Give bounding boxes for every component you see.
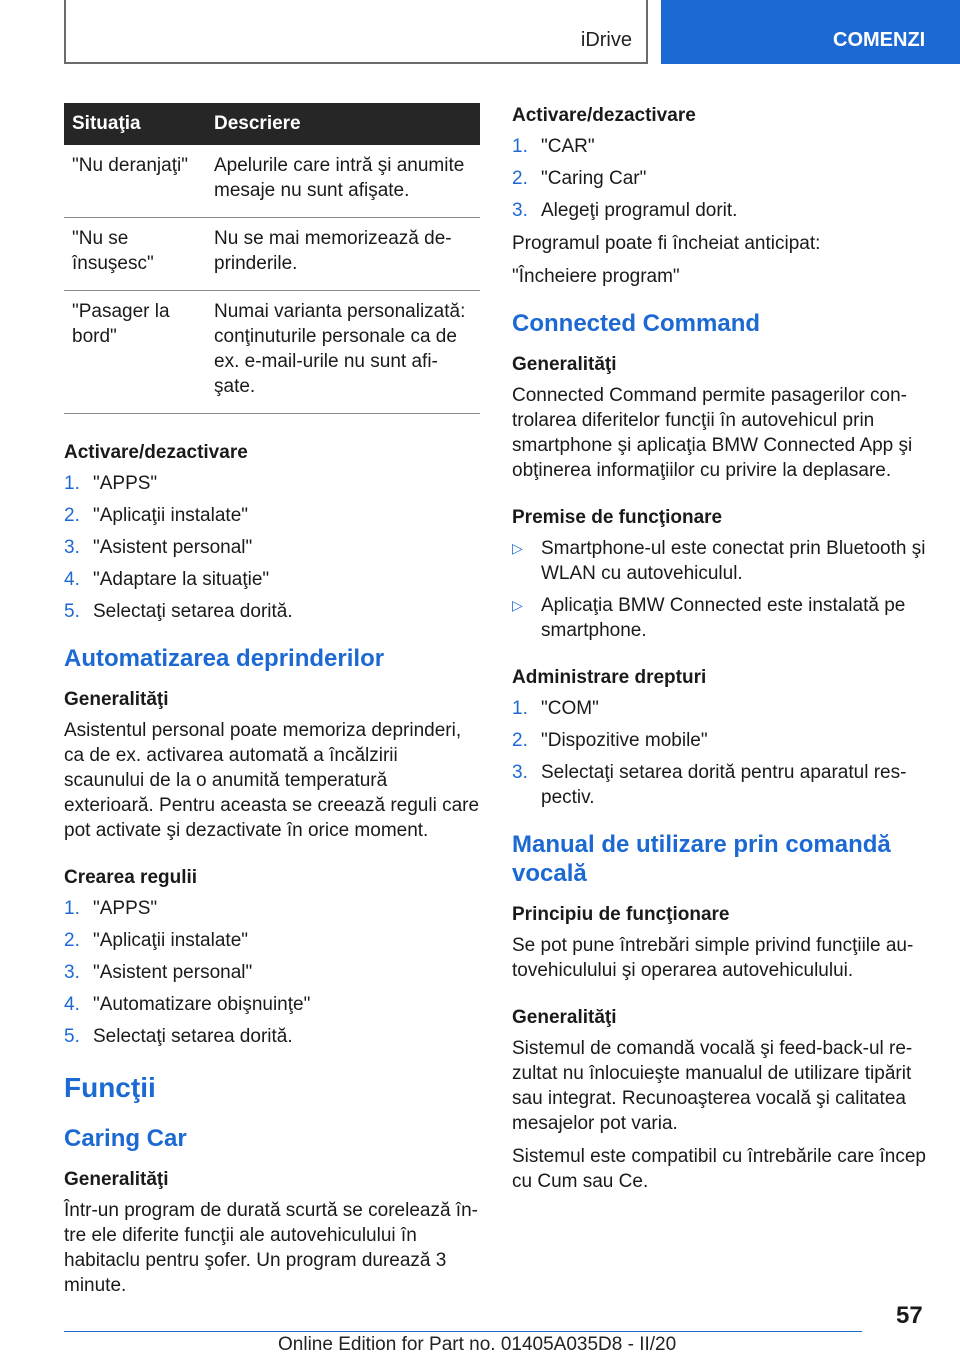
rights-heading: Administrare drepturi (512, 667, 707, 688)
habits-heading: Automatizarea deprinderilor (64, 645, 385, 672)
section-title: iDrive (580, 29, 632, 51)
footer-divider (64, 1331, 862, 1332)
voice-general-text-1: Sistemul de comandă vocală şi feed-back-ul rezultat nu înlocuieşte manualul de utilizare tipărit sau integrat. Recunoaşterea vocală şi calitatea mesajelor pot varia. (512, 1038, 913, 1134)
situation-table (64, 103, 480, 414)
caring-general-heading: Generalităţi (64, 1169, 169, 1190)
list-item: 5. Selectaţi setarea dorită. (64, 601, 293, 622)
voice-general-heading: Generalităţi (512, 1007, 617, 1028)
triangle-bullet-icon: ▷ (512, 597, 523, 613)
page-number: 57 (896, 1302, 923, 1329)
list-item: 2. "Aplicaţii instalate" (64, 930, 249, 951)
right-column (512, 103, 928, 1202)
list-item: 5. Selectaţi setarea dorită. (64, 1026, 293, 1047)
list-item: ▷ Aplicaţia BMW Connected este instalată pe smartphone. (512, 595, 906, 641)
rule-steps (64, 896, 480, 1049)
list-item: 1. "APPS" (64, 898, 158, 919)
principle-heading: Principiu de funcţionare (512, 904, 730, 925)
table-cell-situation: "Pasager la bord" (64, 291, 206, 414)
voice-manual-heading: Manual de utilizare prin comandă vocală (512, 831, 891, 887)
list-item: 1. "APPS" (64, 473, 158, 494)
table-cell-description: Apelurile care intră şi anumite mesaje nu sunt afişate. (206, 145, 480, 218)
list-item: 4. "Adaptare la situaţie" (64, 569, 270, 590)
list-item: 2. "Aplicaţii instalate" (64, 505, 249, 526)
connected-general-heading: Generalităţi (512, 354, 617, 375)
list-item: 2. "Dispozitive mobile" (512, 730, 708, 751)
footer-edition: Online Edition for Part no. 01405A035D8 - II/20 (278, 1334, 677, 1355)
triangle-bullet-icon: ▷ (512, 540, 523, 556)
functions-heading: Funcţii (64, 1072, 156, 1103)
principle-text: Se pot pune întrebări simple privind funcţiile autovehiculului şi operarea autovehiculului. (512, 935, 914, 981)
chapter-tab[interactable]: COMENZI (661, 0, 960, 64)
table-cell-situation: "Nu deranjaţi" (64, 145, 206, 218)
header-bar (64, 0, 648, 64)
table-row (64, 145, 480, 218)
table-cell-situation: "Nu se însuşesc" (64, 218, 206, 291)
connected-command-heading: Connected Command (512, 310, 761, 337)
prereq-list (512, 536, 928, 643)
connected-general-text: Connected Command permite pasagerilor controlarea diferitelor funcţii în autovehicul prin smartphone şi aplicaţia BMW Connected App şi obţinerea informaţiilor cu privire la deplasare. (512, 385, 913, 481)
early-end-text: Programul poate fi încheiat anticipat: (512, 233, 821, 254)
list-item: 2. "Caring Car" (512, 168, 647, 189)
voice-general-text-2: Sistemul este compatibil cu întrebările care încep cu Cum sau Ce. (512, 1146, 926, 1192)
activation-heading: Activare/dezactivare (64, 442, 248, 463)
table-row (64, 291, 480, 414)
table-header-situation: Situaţia (64, 103, 206, 145)
early-end-option: "Încheiere program" (512, 266, 680, 287)
list-item: 3. "Asistent personal" (64, 537, 253, 558)
table-header-description: Descriere (206, 103, 480, 145)
list-item: 3. Selectaţi setarea dorită pentru aparatul respectiv. (512, 762, 907, 808)
left-column (64, 103, 480, 1306)
table-row (64, 218, 480, 291)
list-item: 3. "Asistent personal" (64, 962, 253, 983)
rights-steps (512, 696, 928, 810)
habits-general-text: Asistentul personal poate memoriza deprinderi, ca de ex. activarea automată a încălzirii scaunului de la o anumită temperatură exterioară. Pentru aceasta se creează reguli care pot activate şi dezactivate în orice moment. (64, 720, 480, 841)
caring-car-heading: Caring Car (64, 1125, 187, 1152)
caring-general-text: Într-un program de durată scurtă se corelează între ele diferite funcţii ale autovehiculului în habitaclu pentru şofer. Un program durează 3 minute. (64, 1200, 478, 1296)
list-item: 1. "CAR" (512, 136, 595, 157)
prereq-heading: Premise de funcţionare (512, 507, 723, 528)
habits-general-heading: Generalităţi (64, 689, 169, 710)
list-item: ▷ Smartphone-ul este conectat prin Bluetooth şi WLAN cu autovehiculul. (512, 538, 926, 584)
caring-activation-steps (512, 134, 928, 223)
list-item: 4. "Automatizare obişnuinţe" (64, 994, 311, 1015)
list-item: 1. "COM" (512, 698, 599, 719)
rule-heading: Crearea regulii (64, 867, 198, 888)
list-item: 3. Alegeţi programul dorit. (512, 200, 738, 221)
table-cell-description: Numai varianta personalizată: conţinuturile personale ca de ex. e-mail-urile nu sunt afişate. (206, 291, 480, 414)
table-cell-description: Nu se mai memorizează deprinderile. (206, 218, 480, 291)
activation-steps (64, 471, 480, 624)
activation-heading-right: Activare/dezactivare (512, 105, 696, 126)
